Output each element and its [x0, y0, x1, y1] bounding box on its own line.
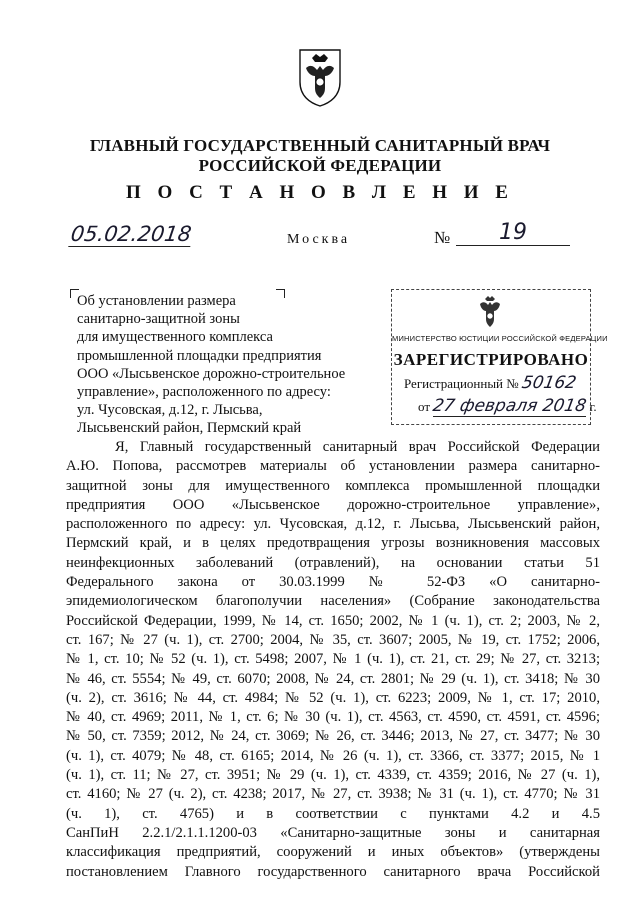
document-number-label: № — [434, 228, 451, 247]
stamp-registration-number — [404, 373, 576, 393]
registration-stamp — [391, 289, 608, 425]
body-line: ст. 4160; № 27 (ч. 2), ст. 4238; 2017, № 27, ст. 3938; № 31 (ч. 1), ст. 4770; № 31 — [66, 786, 600, 803]
coat-of-arms-emblem-icon — [292, 46, 348, 108]
stamp-date-suffix: г. — [589, 399, 597, 414]
body-line: СанПиН 2.2.1/2.1.1.1200-03 «Санитарно-защитные зоны и санитарная — [66, 824, 600, 841]
subject-line: Об установлении размера — [77, 293, 236, 309]
subject-line: санитарно-защитной зоны — [77, 311, 240, 328]
body-line: (ч. 1), ст. 11; № 27, ст. 3951; № 29 (ч. 1), ст. 4339, ст. 4359; 2016, № 27 (ч. 1), — [66, 767, 600, 784]
body-line: защитной зоны для имущественного комплекса промышленной площадки — [66, 477, 600, 494]
stamp-ministry: МИНИСТЕРСТВО ЮСТИЦИИ РОССИЙСКОЙ ФЕДЕРАЦИИ — [392, 334, 608, 343]
stamp-emblem-icon — [472, 294, 508, 332]
body-line: (ч. 1), ст. 4765) и в соответствии с пунктами 4.2 и 4.5 — [66, 805, 600, 822]
body-line: (ч. 2), ст. 3616; № 44, ст. 4984; № 52 (ч. 1), ст. 6223; 2009, № 1, ст. 17; 2010, — [66, 689, 600, 706]
subject-line: управление», расположенного по адресу: — [77, 384, 331, 401]
issuer-title-line1: ГЛАВНЫЙ ГОСУДАРСТВЕННЫЙ САНИТАРНЫЙ ВРАЧ — [89, 136, 551, 155]
document-city: Москва — [287, 232, 351, 247]
body-line: А.Ю. Попова, рассмотрев материалы об установлении размера санитарно- — [66, 458, 600, 475]
body-line: классификация предприятий, сооружений и иных объектов» (утверждены — [66, 844, 600, 861]
stamp-reg-label: Регистрационный № — [404, 376, 519, 391]
body-line: Пермский край, и в целях предотвращения угрозы возникновения массовых — [66, 535, 600, 552]
subject-line: промышленной площадки предприятия — [77, 347, 322, 364]
body-line: постановлением Главного государственного санитарного врача Российской — [66, 863, 600, 880]
body-line: расположенного по адресу: ул. Чусовская, д.12, г. Лысьва, Лысьвенский район, — [66, 516, 600, 533]
subject-line: ООО «Лысьвенское дорожно-строительное — [77, 365, 346, 382]
subject-line: Лысьвенский район, Пермский край — [77, 420, 302, 437]
issuer-title-line2: РОССИЙСКОЙ ФЕДЕРАЦИИ — [198, 156, 442, 175]
body-line: Российской Федерации, 1999, № 14, ст. 1650; 2002, № 1 (ч. 1), ст. 2; 2003, № 2, — [66, 612, 600, 629]
document-subject — [77, 292, 377, 438]
stamp-date-value: 27 февраля 2018 — [431, 396, 589, 416]
body-line: № 50, ст. 7359; 2012, № 24, ст. 3069; № 26, ст. 3446; 2013, № 27, ст. 3477; № 30 — [66, 728, 600, 745]
document-type-title: П О С Т А Н О В Л Е Н И Е — [126, 182, 514, 203]
document-body — [66, 438, 600, 882]
subject-line: ул. Чусовская, д.12, г. Лысьва, — [77, 402, 263, 419]
body-line: № 1, ст. 10; № 52 (ч. 1), ст. 5498; 2007, № 1 (ч. 1), ст. 21, ст. 29; № 27, ст. 3213; — [66, 651, 600, 668]
body-line: Я, Главный государственный санитарный врач Российской Федерации — [115, 439, 600, 455]
stamp-registered: ЗАРЕГИСТРИРОВАНО — [393, 350, 589, 369]
stamp-date-prefix: от — [418, 399, 431, 414]
body-line: неинфекционных заболеваний (отравлений), на основании статьи 51 — [66, 554, 600, 571]
body-line: Федерального закона от 30.03.1999 № 52-ФЗ «О санитарно- — [66, 574, 600, 591]
body-line: № 46, ст. 5554; № 49, ст. 6070; 2008, № 24, ст. 2801; № 29 (ч. 1), ст. 3418; № 30 — [66, 670, 600, 687]
body-line: предприятия ООО «Лысьвенское дорожно-строительное управление», — [66, 496, 600, 513]
body-line: ст. 167; № 27 (ч. 1), ст. 2700; 2004, № 35, ст. 3607; 2005, № 19, ст. 1752; 2006, — [66, 631, 600, 648]
subject-line: для имущественного комплекса — [77, 329, 273, 346]
body-line: эпидемиологическом благополучии населения» (Собрание законодательства — [66, 593, 600, 610]
stamp-reg-number: 50162 — [520, 373, 578, 393]
body-line: № 40, ст. 4969; 2011, № 1, ст. 6; № 30 (ч. 1), ст. 4563, ст. 4590, ст. 4591, ст. 4596; — [66, 709, 600, 726]
document-number: 19 — [456, 220, 570, 246]
stamp-registration-date — [418, 396, 597, 417]
body-line: (ч. 1), ст. 4079; № 48, ст. 6165; 2014, № 26 (ч. 1), ст. 3366, ст. 3377; 2015, № 1 — [66, 747, 600, 764]
document-date: 05.02.2018 — [69, 222, 193, 246]
